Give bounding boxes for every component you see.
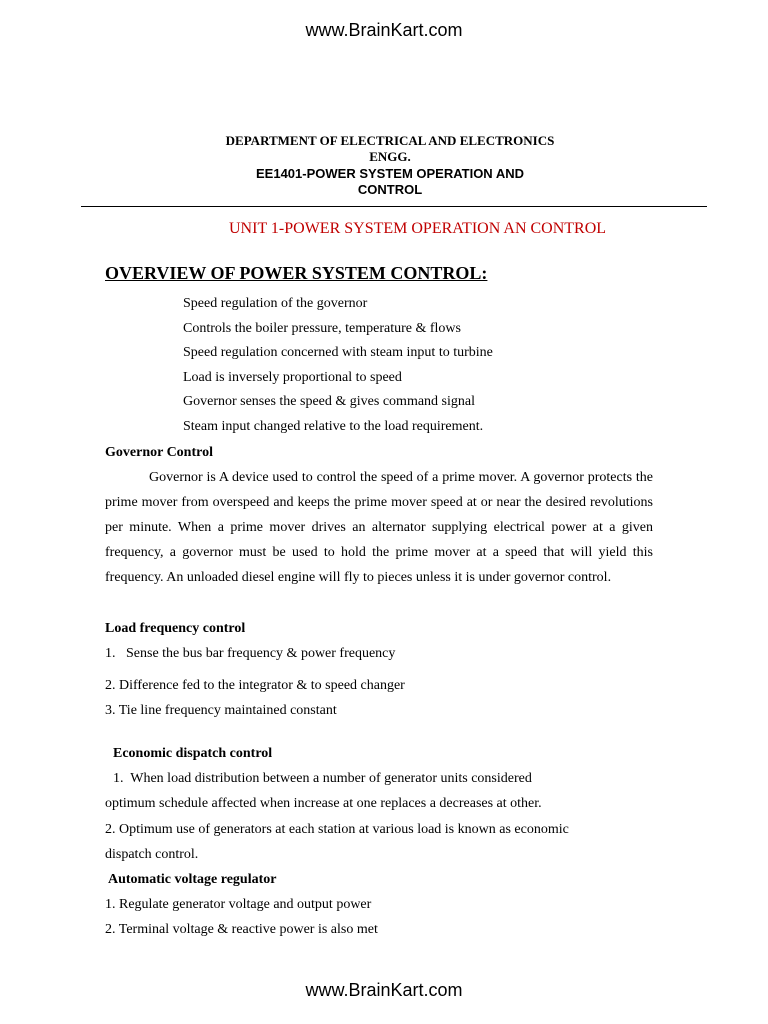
site-header[interactable]: www.BrainKart.com (305, 20, 463, 40)
economic-line-4: dispatch control. (105, 847, 199, 862)
governor-control-heading: Governor Control (105, 445, 213, 460)
avr-item-2: 2. Terminal voltage & reactive power is also met (105, 922, 378, 937)
list-item: Load is inversely proportional to speed (183, 369, 402, 385)
economic-dispatch-heading: Economic dispatch control (113, 746, 273, 761)
department-line-2: ENGG. (369, 149, 411, 164)
course-title-line-2: CONTROL (357, 182, 423, 197)
economic-line-3: 2. Optimum use of generators at each station at various load is known as economic (105, 822, 569, 837)
load-frequency-item-3: 3. Tie line frequency maintained constant (105, 703, 337, 718)
list-item: Governor senses the speed & gives command signal (183, 394, 475, 410)
department-line-1: DEPARTMENT OF ELECTRICAL AND ELECTRONICS (225, 133, 555, 148)
load-frequency-item-1: 1. Sense the bus bar frequency & power frequency (105, 646, 396, 661)
course-title-line-1: EE1401-POWER SYSTEM OPERATION AND (256, 166, 524, 181)
list-item: Speed regulation concerned with steam input to turbine (183, 345, 493, 361)
list-item: Controls the boiler pressure, temperature & flows (183, 320, 461, 336)
load-frequency-item-2: 2. Difference fed to the integrator & to speed changer (105, 678, 405, 693)
list-item: Steam input changed relative to the load requirement. (183, 418, 484, 434)
site-footer[interactable]: www.BrainKart.com (305, 980, 463, 1000)
header-divider (81, 206, 707, 207)
overview-list (158, 294, 493, 442)
unit-title: UNIT 1-POWER SYSTEM OPERATION AN CONTROL (229, 220, 607, 237)
load-frequency-heading: Load frequency control (105, 621, 246, 636)
avr-item-1: 1. Regulate generator voltage and output power (105, 897, 372, 912)
economic-line-2: optimum schedule affected when increase at one replaces a decreases at other. (105, 796, 542, 811)
economic-line-1: 1. When load distribution between a number of generator units considered (113, 771, 532, 786)
list-item: Speed regulation of the governor (183, 296, 368, 311)
overview-heading: OVERVIEW OF POWER SYSTEM CONTROL: (105, 263, 488, 283)
governor-paragraph: Governor is A device used to control the speed of a prime mover. A governor protects the prime mover from overspeed and keeps the prime mover speed at or near the desired revolutions per minute. When a prime mover drives an alternator supplying electrical power at a given frequency, a governor must be used to hold the prime mover at a speed that will yield this frequency. An unloaded diesel engine will fly to pieces unless it is under governor control. (105, 470, 653, 585)
avr-heading: Automatic voltage regulator (108, 872, 277, 887)
